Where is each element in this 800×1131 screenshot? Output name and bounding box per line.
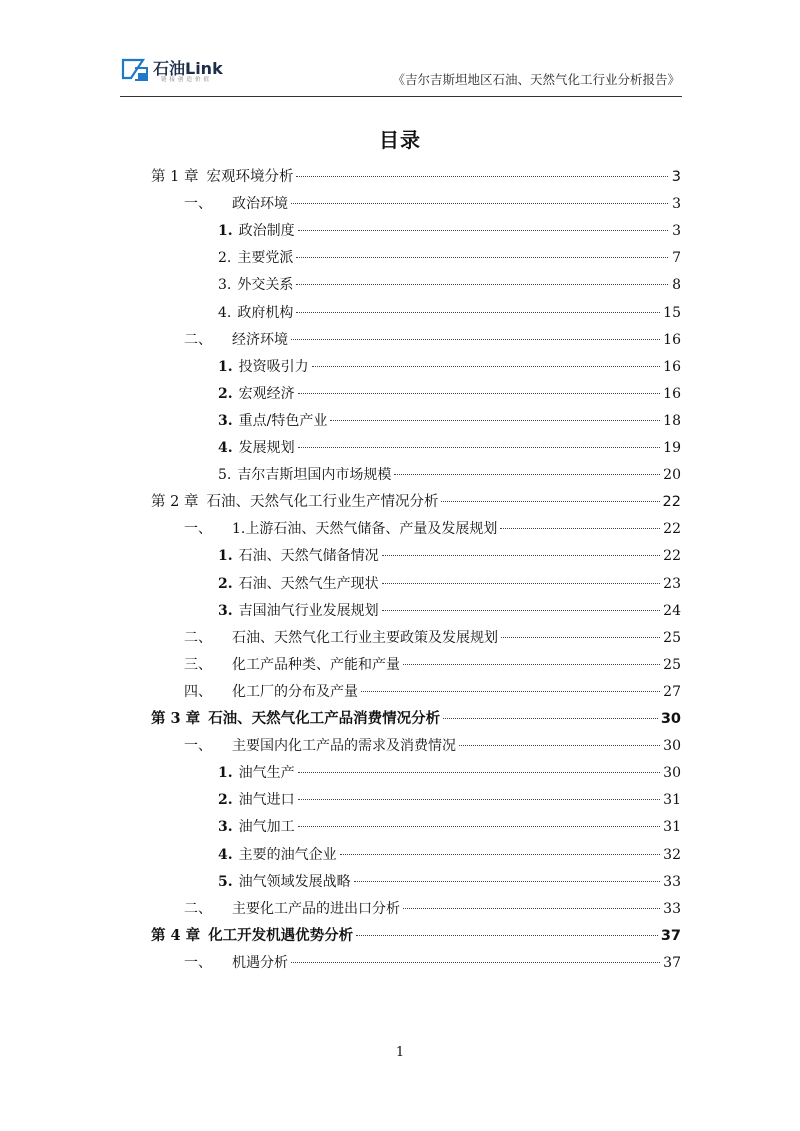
toc-entry-page: 31	[663, 819, 681, 836]
toc-leader-dots	[340, 854, 661, 855]
toc-entry-page: 3	[672, 223, 681, 240]
toc-entry-page: 16	[663, 358, 681, 375]
toc-entry-label: 外交关系	[237, 277, 294, 294]
toc-entry[interactable]	[218, 871, 681, 893]
toc-entry-number: 第 2 章	[151, 494, 199, 511]
toc-entry-label: 1.上游石油、天然气储备、产量及发展规划	[232, 521, 498, 538]
toc-leader-dots	[291, 339, 660, 340]
toc-entry-number: 3.	[218, 277, 232, 294]
toc-entry[interactable]	[218, 356, 681, 378]
toc-entry-label: 投资吸引力	[238, 358, 309, 375]
toc-entry-label: 石油、天然气化工行业主要政策及发展规划	[232, 629, 498, 646]
toc-leader-dots	[291, 962, 660, 963]
toc-leader-dots	[382, 555, 661, 556]
toc-entry-page: 19	[663, 440, 681, 456]
logo-tagline: 链接创造价值	[161, 77, 213, 83]
toc-entry-label: 石油、天然气化工行业生产情况分析	[206, 494, 439, 511]
toc-entry[interactable]	[184, 193, 681, 215]
toc-leader-dots	[291, 203, 668, 204]
toc-leader-dots	[298, 826, 661, 827]
toc-entry[interactable]	[184, 681, 681, 703]
toc-entry-label: 政治环境	[232, 196, 288, 213]
toc-entry-label: 化工产品种类、产能和产量	[232, 656, 400, 673]
toc-entry-label: 发展规划	[238, 440, 295, 456]
toc-entry[interactable]	[218, 302, 681, 324]
toc-entry-page: 30	[663, 765, 681, 782]
toc-entry-page: 22	[663, 548, 681, 565]
toc-leader-dots	[296, 176, 668, 177]
toc-entry[interactable]	[218, 410, 681, 432]
toc-entry-label: 油气进口	[238, 792, 295, 809]
toc-entry[interactable]	[184, 952, 681, 974]
header-divider	[120, 96, 682, 97]
toc-entry[interactable]	[218, 762, 681, 784]
toc-leader-dots	[394, 474, 660, 475]
toc-entry-number: 一、	[184, 196, 212, 213]
toc-entry[interactable]	[218, 383, 681, 405]
toc-leader-dots	[459, 745, 660, 746]
toc-entry-label: 吉国油气行业发展规划	[238, 602, 379, 619]
toc-entry-number: 3.	[218, 412, 233, 429]
toc-entry-label: 石油、天然气生产现状	[238, 575, 379, 592]
toc-entry-label: 宏观环境分析	[206, 169, 294, 185]
toc-leader-dots	[296, 312, 660, 313]
toc-entry-number: 一、	[184, 738, 212, 755]
toc-entry-label: 政府机构	[237, 304, 294, 321]
toc-leader-dots	[500, 528, 660, 529]
toc-entry[interactable]	[218, 844, 681, 866]
toc-entry-number: 三、	[184, 656, 212, 673]
toc-leader-dots	[296, 257, 668, 258]
toc-entry[interactable]	[151, 166, 681, 188]
toc-leader-dots	[330, 420, 660, 421]
toc-entry-page: 24	[663, 602, 681, 619]
toc-entry-label: 宏观经济	[238, 385, 295, 402]
toc-entry-number: 1.	[218, 765, 233, 782]
toc-entry-number: 一、	[184, 521, 212, 538]
toc-entry-page: 30	[660, 711, 681, 727]
toc-entry-page: 31	[663, 792, 681, 809]
toc-entry-label: 油气生产	[238, 765, 295, 782]
toc-leader-dots	[298, 799, 661, 800]
toc-entry[interactable]	[218, 789, 681, 811]
toc-entry-page: 18	[663, 412, 681, 429]
toc-entry[interactable]	[184, 735, 681, 757]
toc-entry-label: 主要的油气企业	[238, 846, 337, 863]
toc-entry-number: 二、	[184, 629, 212, 646]
toc-entry[interactable]	[184, 654, 681, 676]
toc-entry[interactable]	[184, 898, 681, 920]
toc-entry-number: 二、	[184, 331, 212, 348]
toc-entry[interactable]	[218, 220, 681, 242]
toc-entry-label: 化工厂的分布及产量	[232, 683, 358, 700]
toc-entry[interactable]	[218, 464, 681, 486]
toc-leader-dots	[354, 881, 661, 882]
toc-entry-number: 2.	[218, 575, 233, 592]
page-number: 1	[395, 1045, 405, 1060]
toc-entry-number: 2.	[218, 385, 233, 402]
toc-entry-number: 5.	[218, 873, 233, 890]
toc-entry[interactable]	[218, 274, 681, 296]
toc-leader-dots	[501, 637, 660, 638]
toc-entry-number: 4.	[218, 440, 233, 456]
toc-entry-number: 2.	[218, 250, 232, 267]
toc-leader-dots	[403, 664, 660, 665]
toc-leader-dots	[382, 610, 661, 611]
toc-leader-dots	[441, 501, 659, 502]
toc-leader-dots	[298, 230, 668, 231]
toc-entry[interactable]	[218, 600, 681, 622]
toc-entry-number: 1.	[218, 358, 233, 375]
toc-entry[interactable]	[151, 708, 681, 730]
toc-entry[interactable]	[218, 437, 681, 459]
toc-entry-page: 3	[671, 169, 681, 185]
toc-entry-label: 主要化工产品的进出口分析	[232, 900, 400, 917]
toc-entry-label: 石油、天然气储备情况	[238, 548, 379, 565]
toc-entry[interactable]	[218, 816, 681, 838]
toc-entry[interactable]	[218, 545, 681, 567]
toc-entry-label: 重点/特色产业	[238, 412, 328, 429]
toc-entry-number: 2.	[218, 792, 233, 809]
toc-entry-page: 15	[663, 304, 681, 321]
toc-entry-number: 4.	[218, 846, 233, 863]
toc-entry[interactable]	[184, 518, 681, 540]
toc-entry-label: 吉尔吉斯坦国内市场规模	[237, 467, 392, 484]
toc-entry-page: 37	[660, 927, 681, 944]
toc-entry-number: 一、	[184, 954, 212, 971]
document-header-title: 《吉尔吉斯坦地区石油、天然气化工行业分析报告》	[392, 72, 680, 87]
toc-entry[interactable]	[151, 925, 681, 947]
toc-entry[interactable]	[218, 573, 681, 595]
toc-leader-dots	[443, 718, 658, 719]
toc-entry-number: 3.	[218, 819, 233, 836]
toc-entry-page: 23	[663, 575, 681, 592]
toc-leader-dots	[298, 393, 661, 394]
toc-leader-dots	[356, 935, 658, 936]
toc-entry-page: 33	[663, 900, 681, 917]
toc-entry-label: 主要国内化工产品的需求及消费情况	[232, 738, 456, 755]
toc-entry-number: 四、	[184, 683, 212, 700]
toc-entry-page: 3	[672, 196, 681, 213]
toc-entry-label: 机遇分析	[232, 954, 288, 971]
toc-leader-dots	[298, 772, 661, 773]
toc-entry-page: 27	[663, 683, 681, 700]
toc-leader-dots	[296, 284, 668, 285]
toc-entry-number: 1.	[218, 548, 233, 565]
toc-entry-number: 5.	[218, 467, 232, 484]
toc-entry-number: 3.	[218, 602, 233, 619]
toc-entry-page: 8	[672, 277, 681, 294]
toc-entry-page: 16	[663, 385, 681, 402]
toc-entry-page: 33	[663, 873, 681, 890]
logo-mark-icon	[121, 56, 149, 82]
toc-entry-number: 1.	[218, 223, 233, 240]
toc-entry-page: 7	[672, 250, 681, 267]
toc-entry-page: 22	[662, 494, 681, 511]
toc-entry-number: 二、	[184, 900, 212, 917]
logo-name: 石油Link	[153, 59, 223, 78]
toc-entry-page: 25	[663, 656, 681, 673]
toc-entry-page: 22	[663, 521, 681, 538]
toc-entry-page: 16	[663, 331, 681, 348]
brand-logo	[121, 56, 231, 88]
toc-leader-dots	[298, 447, 661, 448]
toc-entry[interactable]	[218, 247, 681, 269]
toc-entry-page: 32	[663, 846, 681, 863]
toc-entry-page: 30	[663, 738, 681, 755]
toc-entry-page: 25	[663, 629, 681, 646]
toc-entry-number: 第 1 章	[151, 169, 199, 185]
toc-entry-label: 政治制度	[238, 223, 295, 240]
toc-entry-label: 主要党派	[237, 250, 294, 267]
toc-entry-number: 4.	[218, 304, 232, 321]
toc-entry-label: 油气领域发展战略	[238, 873, 351, 890]
toc-entry-number: 第 4 章	[151, 926, 201, 944]
toc-entry[interactable]	[184, 627, 681, 649]
toc-leader-dots	[361, 691, 660, 692]
toc-entry-page: 20	[663, 467, 681, 484]
toc-leader-dots	[403, 908, 660, 909]
toc-leader-dots	[382, 583, 661, 584]
toc-entry-number: 第 3 章	[151, 710, 201, 727]
toc-entry-label: 石油、天然气化工产品消费情况分析	[208, 711, 441, 727]
toc-leader-dots	[312, 366, 661, 367]
toc-entry-label: 化工开发机遇优势分析	[208, 927, 354, 944]
toc-entry-label: 经济环境	[232, 331, 288, 348]
toc-entry[interactable]	[151, 491, 681, 513]
toc-title: 目录	[379, 128, 421, 152]
toc-entry[interactable]	[184, 329, 681, 351]
toc-entry-page: 37	[663, 954, 681, 971]
toc-entry-label: 油气加工	[238, 819, 295, 836]
